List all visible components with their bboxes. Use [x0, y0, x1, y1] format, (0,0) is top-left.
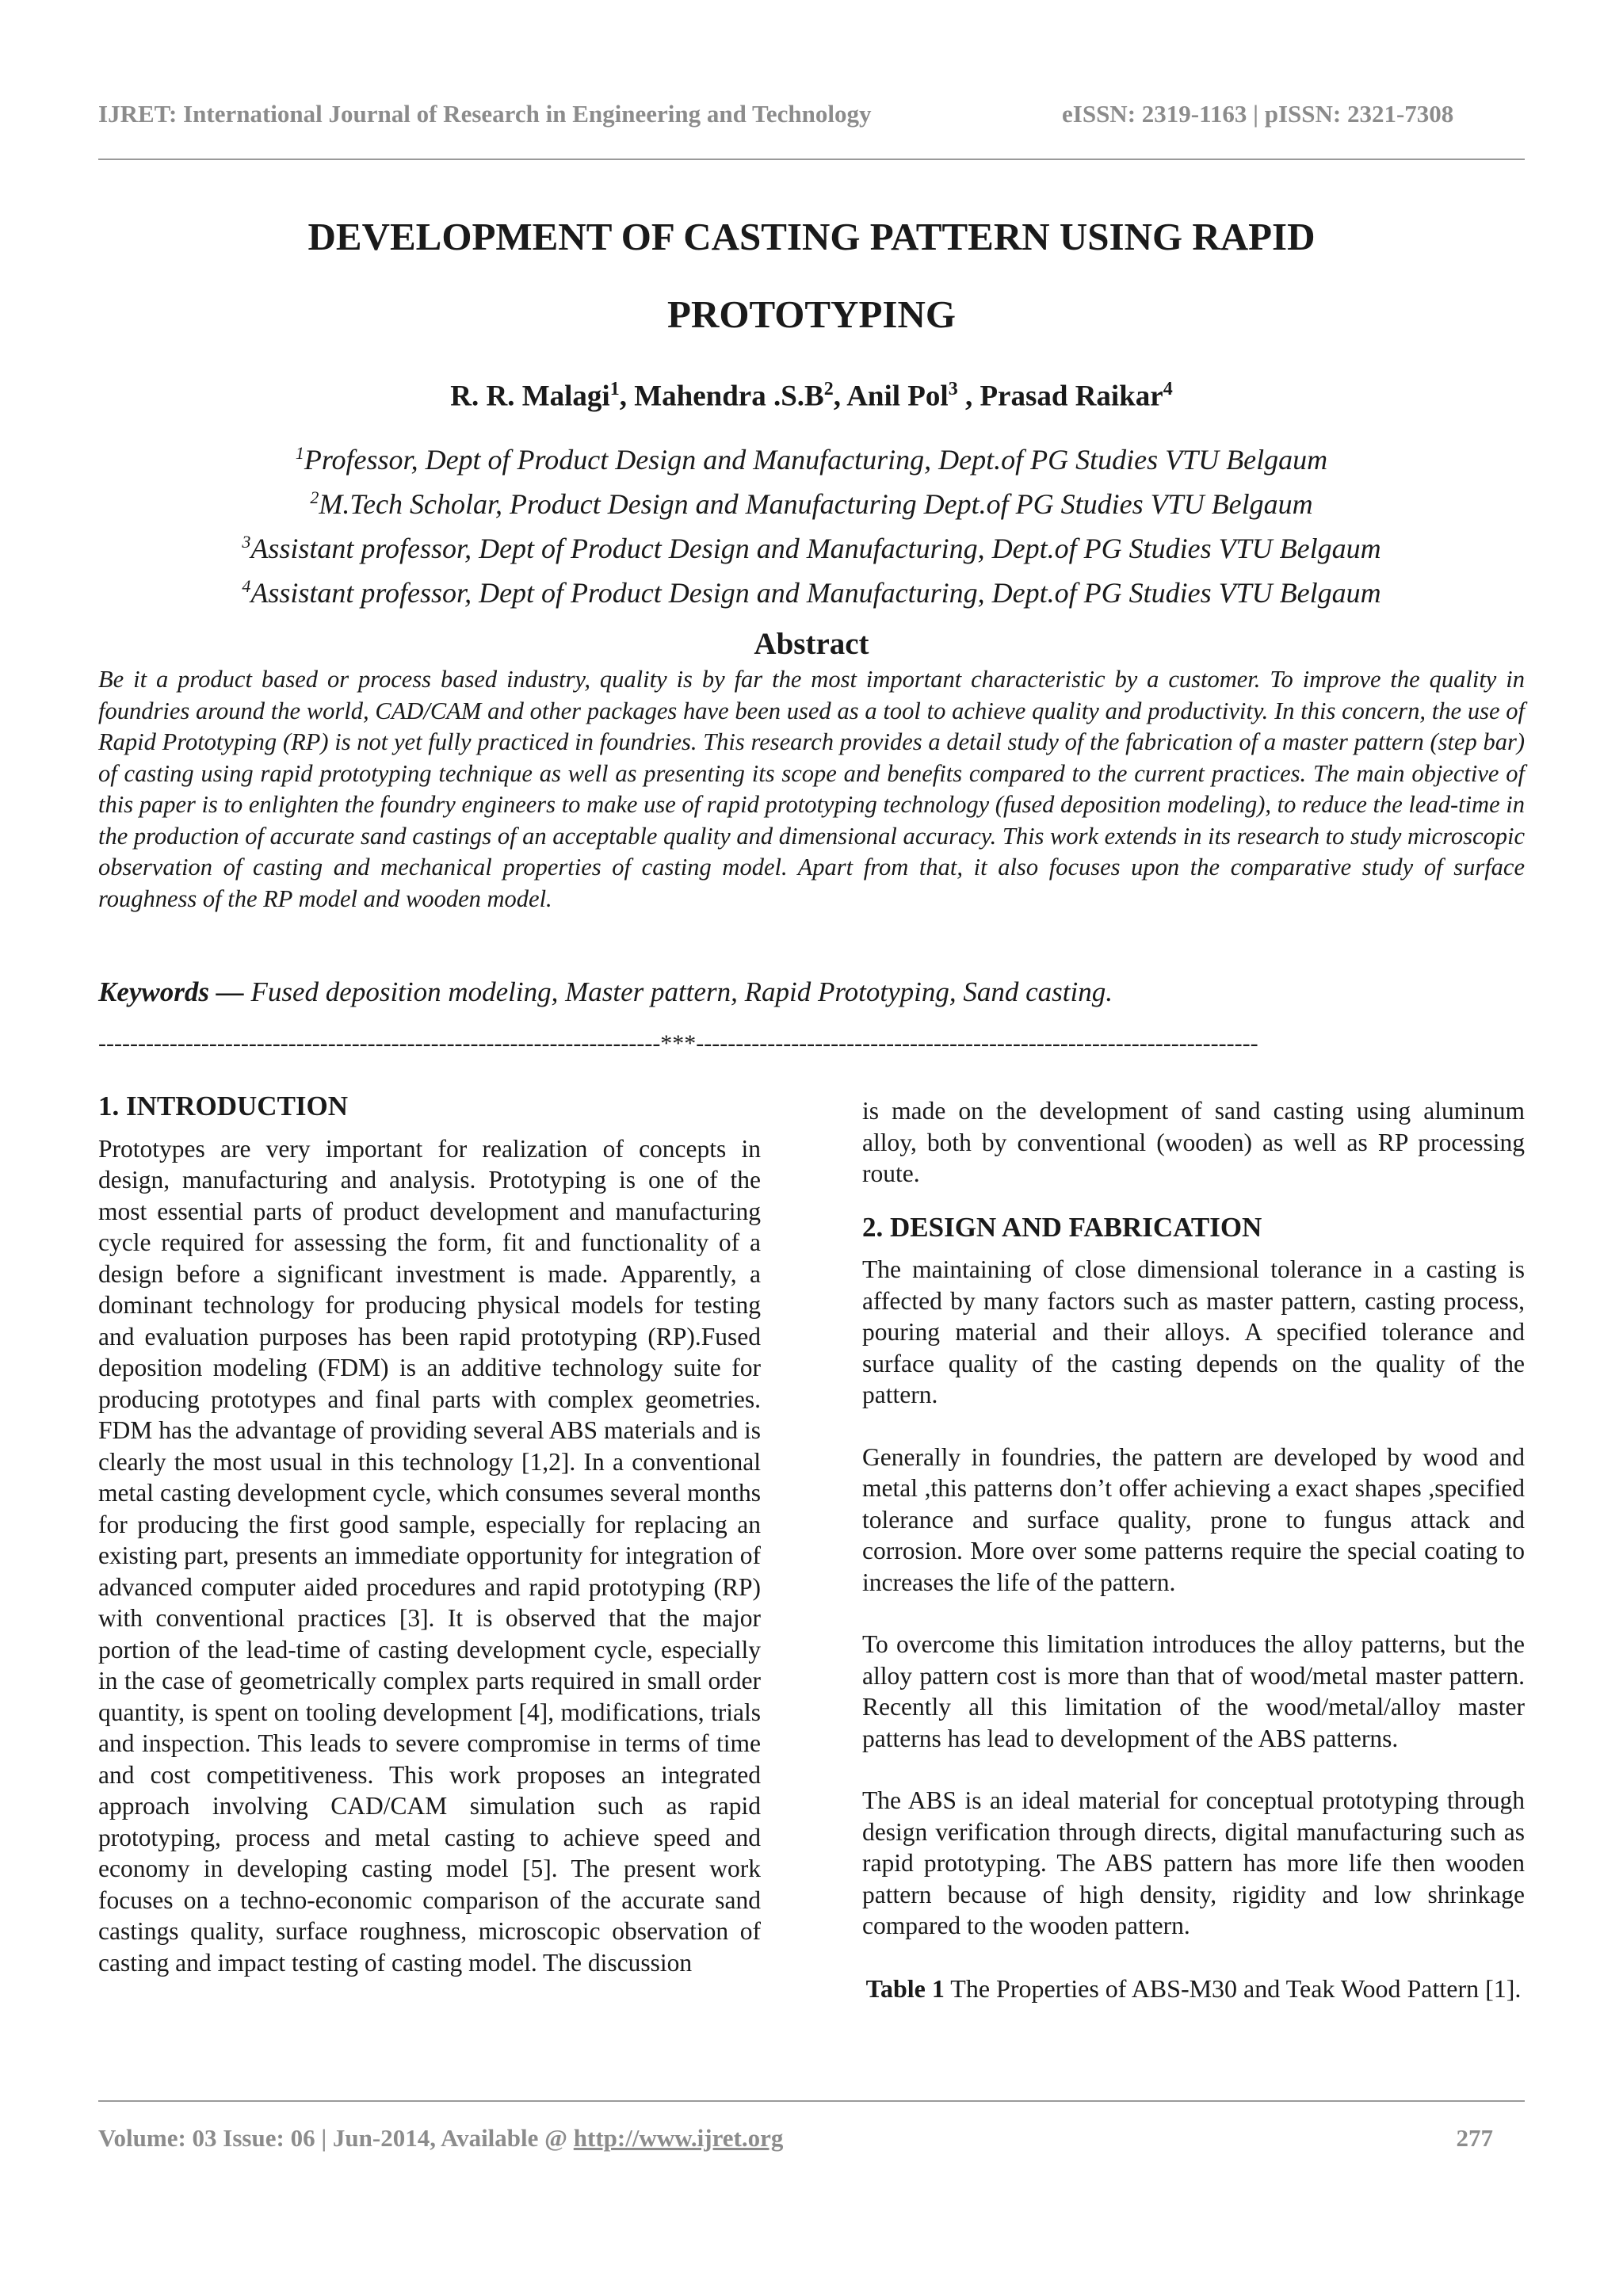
author-affil-mark: 2: [823, 379, 834, 399]
intro-paragraph: Prototypes are very important for realization of concepts in design, manufacturing and analysis. Prototyping is one of the most essential parts of product development and manufacturing cycle required for assessing the form, fit and functionality of a design before a significant investment is made. Apparently, a dominant technology for producing physical models for testing and evaluation purposes has been rapid prototyping (RP).Fused deposition modeling (FDM) is an additive technology suite for producing prototypes and final parts with complex geometries. FDM has the advantage of providing several ABS materials and is clearly the most usual in this technology [1,2]. In a conventional metal casting development cycle, which consumes several months for producing the first good sample, especially for replacing an existing part, presents an immediate opportunity for integration of advanced computer aided procedures and rapid prototyping (RP) with conventional practices [3]. It is observed that the major portion of the lead-time of casting development cycle, especially in the case of geometrically complex parts required in small order quantity, is spent on tooling development [4], modifications, trials and inspection. This leads to severe compromise in terms of time and cost competitiveness. This work proposes an integrated approach involving CAD/CAM simulation such as rapid prototyping, process and metal casting to achieve speed and economy in developing casting model [5]. The present work focuses on a techno-economic comparison of the accurate sand castings quality, surface roughness, microscopic observation of casting and impact testing of casting model. The discussion: [98, 1134, 761, 1977]
intro-heading: 1. INTRODUCTION: [98, 1091, 349, 1121]
design-paragraph: The ABS is an ideal material for conceptual prototyping through design verification through directs, digital manufacturing such as rapid prototyping. The ABS pattern has more life then wooden pattern because of high density, rigidity and low shrinkage compared to the wooden pattern.: [862, 1786, 1525, 1939]
keywords-text: Fused deposition modeling, Master pattern, Rapid Prototyping, Sand casting.: [243, 976, 1113, 1007]
author-affil-mark: 3: [948, 379, 958, 399]
table-caption: [862, 1973, 1525, 2004]
design-paragraph: The maintaining of close dimensional tolerance in a casting is affected by many factors such as master pattern, casting process, pouring material and their alloys. A specified tolerance and surface quality of the casting depends on the quality of the pattern.: [862, 1255, 1525, 1408]
abstract-heading: Abstract: [754, 627, 869, 661]
title-line-1: DEVELOPMENT OF CASTING PATTERN USING RAPID: [307, 215, 1316, 258]
affiliation: $^4$Assistant professor, Dept of Product Design and Manufacturing, Dept.of PG Studies VTU Belgaum: [242, 576, 1381, 609]
left-column: [98, 1091, 761, 1978]
volume-info: Volume: 03 Issue: 06 | Jun-2014, Available @: [98, 2124, 574, 2152]
author-name: Mahendra .S.B: [634, 380, 824, 413]
keywords-line: [98, 976, 1525, 1008]
design-heading: 2. DESIGN AND FABRICATION: [862, 1211, 1262, 1243]
affiliation: $^2$M.Tech Scholar, Product Design and Manufacturing Dept.of PG Studies VTU Belgaum: [310, 487, 1313, 520]
design-paragraph: Generally in foundries, the pattern are developed by wood and metal ,this patterns don’t offer achieving a exact shapes ,specified tolerance and surface quality, prone to fungus attack and corrosion. More over some patterns require the special coating to increases the life of the pattern.: [862, 1442, 1525, 1596]
title-line-2: PROTOTYPING: [667, 292, 956, 336]
issn-info: eISSN: 2319-1163 | pISSN: 2321-7308: [1062, 100, 1454, 128]
abstract-text: Be it a product based or process based industry, quality is by far the most important characteristic by a customer. To improve the quality in foundries around the world, CAD/CAM and other packages have been used as a tool to achieve quality and productivity. In this concern, the use of Rapid Prototyping (RP) is not yet fully practiced in foundries. This research provides a detail study of the fabrication of a master pattern (step bar) of casting using rapid prototyping technique as well as presenting its scope and benefits compared to the current practices. The main objective of this paper is to enlighten the foundry engineers to make use of rapid prototyping technology (fused deposition modeling), to reduce the lead-time in the production of accurate sand castings of an acceptable quality and dimensional accuracy. This work extends in its research to study microscopic observation of casting and mechanical properties of casting model. Apart from that, it also focuses upon the comparative study of surface roughness of the RP model and wooden model.: [98, 666, 1525, 912]
journal-link[interactable]: http://www.ijret.org: [573, 2124, 784, 2152]
section-separator: -----------------------------------------------------------------------***-----------------------------------------------------------------------: [98, 1030, 1258, 1056]
intro-continuation: is made on the development of sand casting using aluminum alloy, both by conventional (wooden) as well as RP processing route.: [862, 1097, 1525, 1187]
design-paragraph: To overcome this limitation introduces the alloy patterns, but the alloy pattern cost is more than that of wood/metal master pattern. Recently all this limitation of the wood/metal/alloy master patterns has lead to development of the ABS patterns.: [862, 1630, 1525, 1752]
header-rule: [98, 159, 1525, 160]
table-caption-text: The Properties of ABS-M30 and Teak Wood Pattern [1].: [944, 1973, 1522, 2003]
page-number: 277: [1456, 2124, 1493, 2152]
right-column: [862, 1095, 1525, 2004]
author-affil-mark: 1: [609, 379, 620, 399]
paper-title: [158, 198, 1465, 353]
footer-rule: [98, 2100, 1525, 2102]
author-name: R. R. Malagi: [450, 380, 610, 413]
author-affil-mark: 4: [1163, 379, 1173, 399]
affiliation: $^3$Assistant professor, Dept of Product Design and Manufacturing, Dept.of PG Studies VTU Belgaum: [242, 532, 1381, 564]
affiliation: $^1$Professor, Dept of Product Design and Manufacturing, Dept.of PG Studies VTU Belgaum: [295, 443, 1328, 476]
author-name: Prasad Raikar: [980, 380, 1163, 413]
affiliation-list: [98, 434, 1525, 612]
table-caption-label: Table 1: [865, 1973, 945, 2003]
journal-name: IJRET: International Journal of Research in Engineering and Technology: [98, 100, 872, 128]
author-list: R. R. Malagi$^1$, Mahendra $.S.B^2$, Anil Pol$^3$ , Prasad Raikar$^4$: [450, 379, 1173, 413]
author-name: Anil Pol: [846, 380, 949, 413]
page-header: [0, 100, 1623, 132]
keywords-label: Keywords —: [98, 976, 244, 1007]
page-footer: [98, 2124, 1525, 2156]
